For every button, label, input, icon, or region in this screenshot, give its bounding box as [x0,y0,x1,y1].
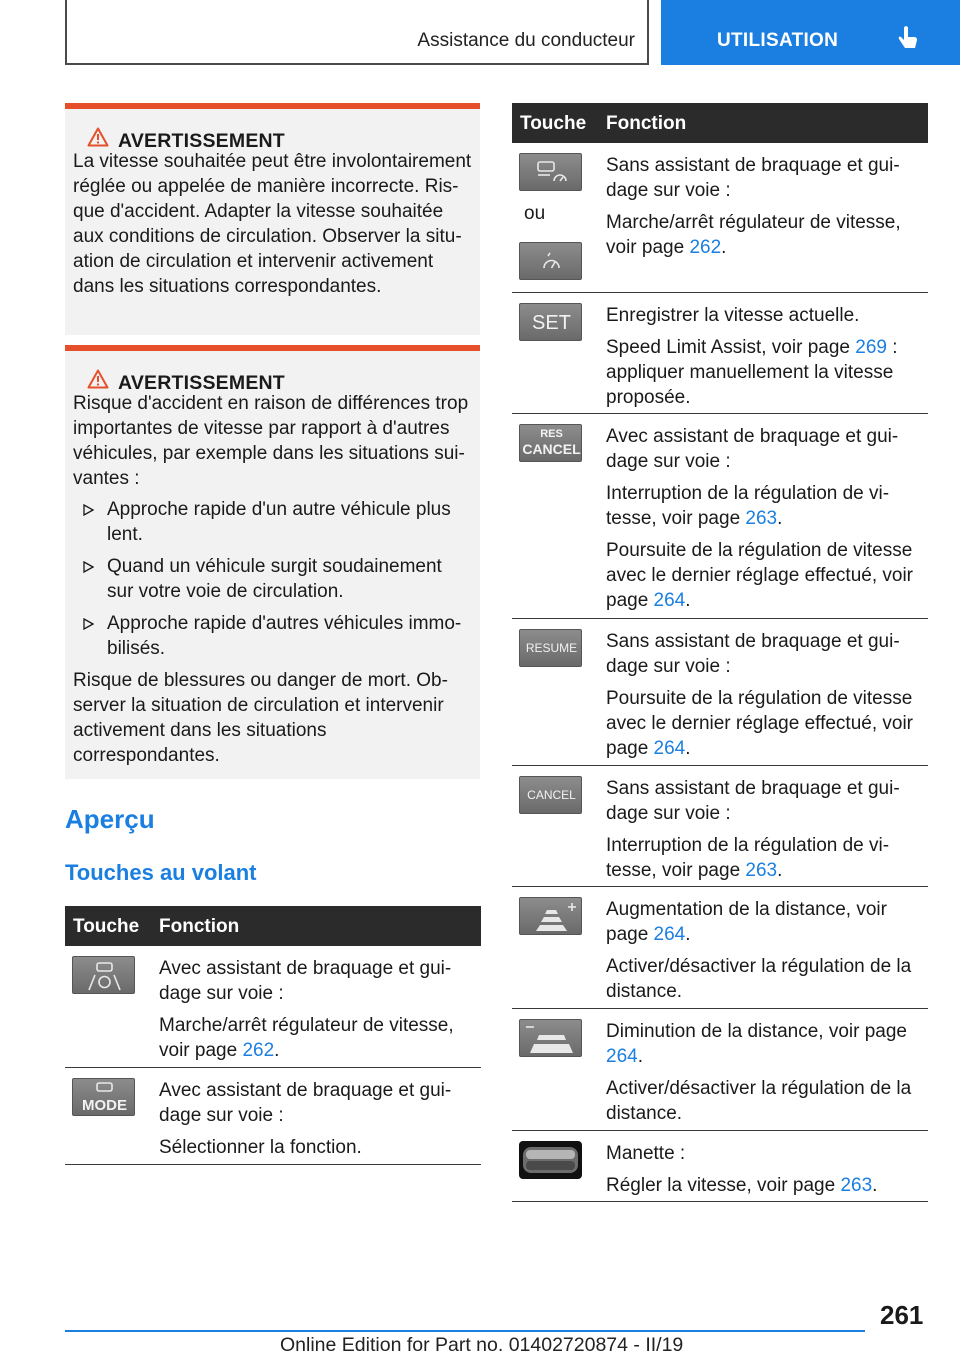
footer-divider [65,1330,865,1332]
column-header-function: Fonction [159,916,240,937]
cancel-button-icon [519,776,582,814]
function-text: Activer/désactiver la régulation de la distance. [606,956,912,1002]
function-text: Interruption de la régulation de vitesse, voir page 263. [606,483,890,529]
bullet-triangle-icon [83,504,94,516]
function-text: Avec assistant de braquage et guidage sur voie : [159,1080,452,1126]
section-header [65,0,649,65]
page-link[interactable]: 263 [745,860,778,881]
function-text: Diminution de la distance, voir page 264. [606,1021,908,1067]
warning-title: AVERTISSEMENT [118,130,285,152]
table-header [512,103,928,143]
function-text: Enregistrer la vitesse actuelle. [606,305,860,326]
warning-title: AVERTISSEMENT [118,372,285,394]
table-row [512,887,928,1009]
distance-increase-icon [519,897,582,935]
function-text: Marche/arrêt régulateur de vitesse, voir page 262. [606,212,901,258]
list-item: Quand un véhicule surgit soudainement sur votre voie de circulation. [73,554,472,604]
warning-text: La vitesse souhaitée peut être involontairement réglée ou appelée de manière incorrecte. Risque d'accident. Adapter la vitesse souhaitée aux conditions de circulation. Observer la situation de circulation et intervenir activement dans les situations correspondantes. [73,151,472,297]
function-text: Interruption de la régulation de vitesse, voir page 263. [606,835,890,881]
page-link[interactable]: 264 [653,924,686,945]
table-row [512,414,928,619]
warning-list [73,497,472,661]
section-title: Assistance du conducteur [417,30,635,51]
warning-box-1 [65,103,480,335]
rocker-switch-icon [519,1141,582,1179]
function-text: Poursuite de la régulation de vitesse avec le dernier réglage effectué, voir page 264. [606,540,913,611]
warning-triangle-icon [87,369,109,389]
section-subheading: Touches au volant [65,860,257,885]
res-cancel-button-icon [519,424,582,462]
key-label: RESUME [525,641,578,655]
bullet-triangle-icon [83,561,94,573]
key-label: CANCEL [527,788,576,802]
steering-assist-icon [72,956,135,994]
key-label: RES [540,428,563,440]
function-text: Avec assistant de braquage et guidage sur voie : [159,958,452,1004]
steering-buttons-table-right [512,103,928,1202]
key-label: MODE [82,1097,127,1114]
table-row [65,946,481,1068]
set-button-icon [519,303,582,341]
table-row [512,1009,928,1131]
page-link[interactable]: 262 [242,1040,275,1061]
list-item: Approche rapide d'un autre véhicule plus lent. [73,497,472,547]
section-heading: Aperçu [65,804,155,834]
chapter-tab[interactable] [661,0,960,65]
resume-button-icon [519,629,582,667]
warning-outro: Risque de blessures ou danger de mort. Observer la situation de circulation et intervenir activement dans les situations correspondantes. [73,670,448,766]
page-link[interactable]: 264 [653,590,686,611]
cruise-control-icon [519,153,582,191]
function-text: Activer/désactiver la régulation de la distance. [606,1078,912,1124]
function-text: Sélectionner la fonction. [159,1137,362,1158]
edition-text: Online Edition for Part no. 01402720874 - II/19 [280,1334,684,1356]
speedometer-icon [519,242,582,280]
function-text: Sans assistant de braquage et guidage sur voie : [606,155,900,201]
bullet-triangle-icon [83,618,94,630]
function-text: Sans assistant de braquage et guidage sur voie : [606,778,900,824]
warning-triangle-icon [87,127,109,147]
column-header-key: Touche [73,916,140,937]
table-row [512,143,928,293]
column-header-function: Fonction [606,113,687,134]
key-label: SET [532,312,571,334]
distance-decrease-icon [519,1019,582,1057]
function-text: Manette : [606,1143,686,1164]
list-item: Approche rapide d'autres véhicules immobilisés. [73,611,472,661]
function-text: Avec assistant de braquage et guidage sur voie : [606,426,899,472]
page-link[interactable]: 269 [855,337,887,358]
page-link[interactable]: 264 [653,738,686,759]
function-text: Speed Limit Assist, voir page 269 : appliquer manuellement la vitesse proposée. [606,337,898,408]
table-row [512,766,928,887]
function-text: Augmentation de la distance, voir page 264. [606,899,887,945]
table-row [512,619,928,766]
page-link[interactable]: 264 [606,1046,638,1067]
function-text: Marche/arrêt régulateur de vitesse, voir page 262. [159,1015,454,1061]
mode-button-icon [72,1078,135,1116]
or-label: ou [524,203,546,224]
key-label: CANCEL [522,441,581,457]
hand-pointer-icon [896,26,920,54]
warning-intro: Risque d'accident en raison de différences trop importantes de vitesse par rapport à d'autres véhicules, par exemple dans les situations suivantes : [73,393,469,489]
table-row [512,1131,928,1202]
function-text: Poursuite de la régulation de vitesse avec le dernier réglage effectué, voir page 264. [606,688,913,759]
page-link[interactable]: 263 [840,1175,873,1196]
steering-buttons-table-left [65,906,481,1165]
table-header [65,906,481,946]
column-header-key: Touche [520,113,587,134]
page-link[interactable]: 262 [689,237,722,258]
function-text: Régler la vitesse, voir page 263. [606,1175,878,1196]
page-link[interactable]: 263 [745,508,778,529]
chapter-label: UTILISATION [717,30,839,51]
table-row [65,1068,481,1165]
page-number: 261 [880,1300,924,1330]
function-text: Sans assistant de braquage et guidage sur voie : [606,631,900,677]
table-row [512,293,928,414]
warning-box-2 [65,345,480,779]
